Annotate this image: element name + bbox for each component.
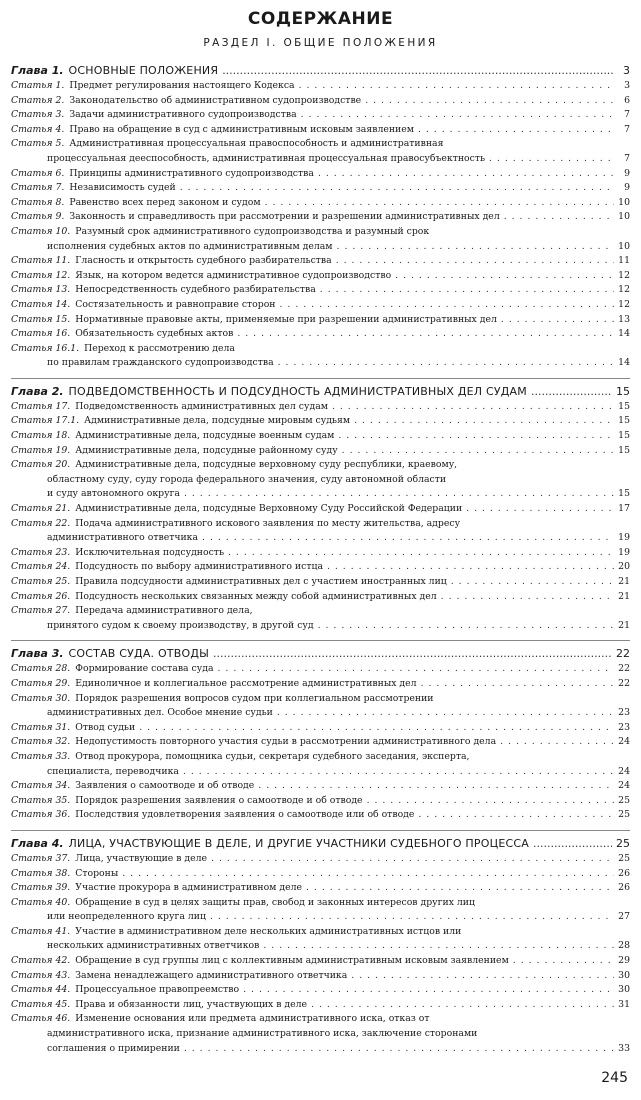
- chapter-title: ПОДВЕДОМСТВЕННОСТЬ И ПОДСУДНОСТЬ АДМИНИСТРАТИВНЫХ ДЕЛ СУДАМ: [68, 384, 527, 398]
- article-label: Статья 38.: [11, 867, 71, 879]
- article-entry[interactable]: [11, 662, 630, 677]
- article-label: Статья 39.: [11, 882, 71, 894]
- article-title: Независимость судей: [69, 182, 176, 194]
- article-title: Недопустимость повторного участия судьи в рассмотрении административного дела: [75, 736, 497, 748]
- article-title: Административные дела, подсудные верховному суду республики, краевому,: [75, 459, 458, 471]
- article-continuation: [11, 765, 630, 780]
- dot-leader: [531, 383, 612, 400]
- article-label: Статья 42.: [11, 955, 71, 967]
- article-page: 24: [618, 736, 630, 748]
- article-title: Подсудность по выбору административного истца: [75, 561, 323, 573]
- article-page: 21: [618, 590, 630, 602]
- article-title: Непосредственность судебного разбирательства: [75, 284, 316, 296]
- article-title: или неопределенного круга лиц: [47, 911, 206, 923]
- article-entry[interactable]: [11, 210, 630, 225]
- article-title: Состязательность и равноправие сторон: [75, 298, 276, 310]
- article-label: Статья 40.: [11, 896, 71, 908]
- article-label: Статья 25.: [11, 576, 71, 587]
- article-label: Статья 17.1.: [11, 415, 80, 427]
- article-page: 14: [618, 328, 630, 340]
- article-title: Исключительная подсудность: [75, 546, 225, 558]
- article-continuation: [11, 619, 630, 634]
- article-entry[interactable]: [11, 225, 630, 240]
- article-page: 9: [624, 167, 630, 179]
- dot-leader: [320, 283, 614, 298]
- article-label: Статья 16.: [11, 328, 71, 340]
- article-continuation: [11, 487, 630, 502]
- article-label: Статья 27.: [11, 605, 71, 617]
- dot-leader: [277, 706, 614, 721]
- article-page: 12: [618, 269, 630, 281]
- chapter-label: Глава 4.: [11, 836, 64, 850]
- article-label: Статья 45.: [11, 998, 71, 1010]
- dot-leader: [327, 560, 614, 575]
- article-title: процессуальная дееспособность, административная процессуальная правосубъектность: [47, 152, 486, 164]
- article-entry[interactable]: [11, 327, 630, 342]
- chapter-block: [11, 62, 630, 371]
- article-label: Статья 23.: [11, 546, 71, 558]
- article-page: 20: [618, 561, 630, 573]
- page-title: СОДЕРЖАНИЕ: [247, 9, 394, 29]
- article-page: 15: [618, 400, 630, 412]
- article-entry[interactable]: [11, 429, 630, 444]
- dot-leader: [342, 444, 614, 459]
- dot-leader: [466, 502, 614, 517]
- article-label: Статья 32.: [11, 736, 71, 748]
- article-page: 28: [618, 940, 630, 952]
- dot-leader: [441, 590, 614, 605]
- article-page: 24: [618, 780, 630, 792]
- dot-leader: [202, 531, 614, 546]
- dot-leader: [280, 298, 614, 313]
- article-page: 10: [618, 196, 630, 208]
- article-label: Статья 5.: [11, 138, 65, 150]
- article-entry[interactable]: [11, 283, 630, 298]
- article-page: 7: [624, 109, 630, 121]
- dot-leader: [418, 123, 614, 138]
- article-continuation: [11, 240, 630, 255]
- dot-leader: [395, 269, 614, 284]
- article-entry[interactable]: [11, 969, 630, 984]
- article-title: Процессуальное правопреемство: [75, 984, 240, 996]
- article-entry[interactable]: [11, 575, 630, 590]
- article-title: Обязательность судебных актов: [75, 328, 234, 340]
- dot-leader: [213, 645, 612, 662]
- article-entry[interactable]: [11, 517, 630, 532]
- article-page: 11: [618, 255, 630, 267]
- article-entry[interactable]: [11, 181, 630, 196]
- dot-leader: [489, 152, 614, 167]
- table-of-contents: [11, 62, 630, 1056]
- article-title: Обращение в суд в целях защиты прав, свобод и законных интересов других лиц: [75, 896, 475, 908]
- dot-leader: [263, 939, 614, 954]
- article-title: Задачи административного судопроизводства: [69, 109, 297, 121]
- article-title: Предмет регулирования настоящего Кодекса: [69, 80, 295, 91]
- article-page: 10: [618, 211, 630, 223]
- article-label: Статья 36.: [11, 809, 71, 821]
- article-title: Подача административного искового заявления по месту жительства, адресу: [75, 517, 461, 529]
- article-entry[interactable]: [11, 254, 630, 269]
- dot-leader: [210, 910, 614, 925]
- article-title: областному суду, суду города федерального значения, суду автономной области: [47, 473, 447, 485]
- article-title: Законодательство об административном судопроизводстве: [69, 94, 362, 106]
- article-title: Подсудность нескольких связанных между собой административных дел: [75, 590, 437, 602]
- dot-leader: [504, 210, 614, 225]
- dot-leader: [243, 983, 614, 998]
- article-entry[interactable]: [11, 954, 630, 969]
- article-label: Статья 28.: [11, 663, 71, 675]
- article-entry[interactable]: [11, 137, 630, 152]
- chapter-label: Глава 2.: [11, 384, 64, 398]
- article-label: Статья 46.: [11, 1013, 71, 1025]
- article-continuation: [11, 910, 630, 925]
- article-title: Административные дела, подсудные районному суду: [75, 444, 338, 456]
- article-title: Заявления о самоотводе и об отводе: [75, 780, 255, 792]
- article-entry[interactable]: [11, 108, 630, 123]
- article-page: 25: [618, 809, 630, 821]
- dot-leader: [180, 181, 614, 196]
- article-entry[interactable]: [11, 779, 630, 794]
- dot-leader: [337, 240, 614, 255]
- chapter-entry[interactable]: [11, 835, 630, 852]
- article-entry[interactable]: [11, 342, 630, 357]
- article-label: Статья 43.: [11, 969, 71, 981]
- article-title: Обращение в суд группы лиц с коллективным административным исковым заявлением: [75, 955, 509, 967]
- dot-leader: [184, 1042, 614, 1057]
- article-page: 25: [618, 794, 630, 806]
- article-label: Статья 2.: [11, 94, 65, 106]
- article-entry[interactable]: [11, 677, 630, 692]
- article-title: нескольких административных ответчиков: [47, 940, 260, 952]
- dot-leader: [228, 546, 614, 561]
- article-title: специалиста, переводчика: [47, 765, 179, 777]
- article-title: Право на обращение в суд с административным исковым заявлением: [69, 123, 414, 135]
- article-label: Статья 14.: [11, 298, 71, 310]
- dot-leader: [218, 662, 615, 677]
- dot-leader: [318, 619, 614, 634]
- article-entry[interactable]: [11, 881, 630, 896]
- article-continuation: [11, 473, 630, 488]
- chapter-page: 3: [623, 64, 630, 77]
- article-entry[interactable]: [11, 79, 630, 94]
- dot-leader: [500, 735, 614, 750]
- article-page: 10: [618, 240, 630, 252]
- section-heading: РАЗДЕЛ I. ОБЩИЕ ПОЛОЖЕНИЯ: [203, 37, 438, 49]
- article-title: Права и обязанности лиц, участвующих в деле: [75, 998, 308, 1010]
- dot-leader: [265, 196, 614, 211]
- dot-leader: [418, 808, 614, 823]
- article-label: Статья 6.: [11, 167, 65, 179]
- dot-leader: [301, 108, 614, 123]
- article-page: 29: [618, 955, 630, 967]
- article-page: 30: [618, 984, 630, 996]
- article-page: 22: [618, 677, 630, 689]
- article-continuation: [11, 706, 630, 721]
- article-label: Статья 10.: [11, 225, 71, 237]
- article-title: исполнения судебных актов по административным делам: [47, 240, 333, 252]
- article-title: Административные дела, подсудные военным судам: [75, 430, 335, 442]
- article-label: Статья 33.: [11, 750, 71, 762]
- dot-leader: [501, 313, 614, 328]
- article-page: 30: [618, 969, 630, 981]
- article-entry[interactable]: [11, 794, 630, 809]
- article-page: 6: [624, 94, 630, 106]
- article-title: Участие прокурора в административном деле: [75, 882, 302, 894]
- dot-leader: [318, 167, 614, 182]
- article-page: 7: [624, 123, 630, 135]
- chapter-label: Глава 1.: [11, 64, 64, 77]
- article-page: 14: [618, 357, 630, 369]
- article-label: Статья 29.: [11, 677, 71, 689]
- article-title: Нормативные правовые акты, применяемые при разрешении административных дел: [75, 313, 497, 325]
- toc-page: [11, 0, 630, 1063]
- article-title: административного ответчика: [47, 532, 199, 544]
- dot-leader: [237, 327, 614, 342]
- chapter-block: [11, 378, 630, 634]
- dot-leader: [365, 94, 614, 109]
- article-page: 12: [618, 298, 630, 310]
- article-page: 23: [618, 721, 630, 733]
- article-page: 33: [618, 1042, 630, 1054]
- chapter-title: СОСТАВ СУДА. ОТВОДЫ: [68, 647, 210, 661]
- article-label: Статья 34.: [11, 780, 71, 792]
- article-continuation: [11, 531, 630, 546]
- chapter-entry[interactable]: [11, 383, 630, 400]
- dot-leader: [421, 677, 614, 692]
- chapter-entry[interactable]: [11, 645, 630, 662]
- article-title: Последствия удовлетворения заявления о самоотводе или об отводе: [75, 809, 415, 821]
- article-label: Статья 30.: [11, 692, 71, 704]
- article-page: 15: [618, 430, 630, 442]
- article-label: Статья 17.: [11, 400, 71, 412]
- article-label: Статья 35.: [11, 794, 71, 806]
- article-page: 15: [618, 488, 630, 500]
- article-title: Переход к рассмотрению дела: [84, 342, 235, 354]
- article-title: соглашения о примирении: [47, 1042, 180, 1054]
- article-page: 12: [618, 284, 630, 296]
- article-label: Статья 7.: [11, 182, 65, 194]
- article-entry[interactable]: [11, 313, 630, 328]
- article-title: Равенство всех перед законом и судом: [69, 196, 261, 208]
- article-title: Гласность и открытость судебного разбирательства: [75, 255, 332, 267]
- dot-leader: [533, 835, 612, 852]
- article-continuation: [11, 152, 630, 167]
- dot-leader: [336, 254, 614, 269]
- dot-leader: [354, 414, 614, 429]
- dot-leader: [139, 721, 614, 736]
- article-page: 25: [618, 852, 630, 864]
- article-title: административного иска, признание административного иска, заключение сторонами: [47, 1028, 478, 1040]
- article-continuation: [11, 356, 630, 371]
- article-title: Участие в административном деле нескольких административных истцов или: [75, 925, 462, 937]
- chapter-label: Глава 3.: [11, 647, 64, 661]
- article-entry[interactable]: [11, 852, 630, 867]
- article-page: 19: [618, 546, 630, 558]
- article-entry[interactable]: [11, 444, 630, 459]
- dot-leader: [311, 998, 614, 1013]
- article-title: Язык, на котором ведется административное судопроизводство: [75, 269, 392, 281]
- article-page: 31: [618, 998, 630, 1010]
- article-title: Изменение основания или предмета административного иска, отказ от: [75, 1013, 430, 1025]
- dot-leader: [211, 852, 614, 867]
- article-title: и суду автономного округа: [47, 488, 180, 500]
- article-title: Порядок разрешения вопросов судом при коллегиальном рассмотрении: [75, 692, 434, 704]
- article-label: Статья 18.: [11, 430, 71, 442]
- article-title: Передача административного дела,: [75, 605, 253, 617]
- article-entry[interactable]: [11, 196, 630, 211]
- article-label: Статья 13.: [11, 284, 71, 296]
- article-title: Принципы административного судопроизводства: [69, 167, 314, 179]
- article-page: 3: [624, 80, 630, 91]
- article-title: Административные дела, подсудные Верховному Суду Российской Федерации: [75, 503, 463, 515]
- chapter-block: [11, 640, 630, 823]
- dot-leader: [184, 487, 614, 502]
- dot-leader: [183, 765, 614, 780]
- article-label: Статья 31.: [11, 721, 71, 733]
- article-label: Статья 20.: [11, 459, 71, 471]
- article-entry[interactable]: [11, 867, 630, 882]
- article-label: Статья 26.: [11, 590, 71, 602]
- article-entry[interactable]: [11, 502, 630, 517]
- article-entry[interactable]: [11, 721, 630, 736]
- article-entry[interactable]: [11, 896, 630, 911]
- article-entry[interactable]: [11, 167, 630, 182]
- article-entry[interactable]: [11, 546, 630, 561]
- article-page: 23: [618, 707, 630, 719]
- article-page: 15: [618, 415, 630, 427]
- article-label: Статья 3.: [11, 109, 65, 121]
- dot-leader: [306, 881, 614, 896]
- chapter-entry[interactable]: [11, 62, 630, 79]
- article-title: Правила подсудности административных дел с участием иностранных лиц: [75, 576, 447, 587]
- article-continuation: [11, 1027, 630, 1042]
- article-label: Статья 15.: [11, 313, 71, 325]
- article-page: 21: [618, 576, 630, 587]
- article-label: Статья 41.: [11, 925, 71, 937]
- chapter-page: 22: [616, 647, 630, 661]
- dot-leader: [122, 867, 614, 882]
- article-entry[interactable]: [11, 269, 630, 284]
- article-page: 26: [618, 867, 630, 879]
- article-title: Стороны: [75, 867, 119, 879]
- article-entry[interactable]: [11, 998, 630, 1013]
- article-title: принятого судом к своему производству, в другой суд: [47, 619, 314, 631]
- article-page: 21: [618, 619, 630, 631]
- article-entry[interactable]: [11, 560, 630, 575]
- article-title: административных дел. Особое мнение судьи: [47, 707, 273, 719]
- article-title: Формирование состава суда: [75, 663, 214, 675]
- article-entry[interactable]: [11, 925, 630, 940]
- article-entry[interactable]: [11, 94, 630, 109]
- article-entry[interactable]: [11, 1012, 630, 1027]
- article-page: 24: [618, 765, 630, 777]
- dot-leader: [338, 429, 614, 444]
- article-title: Лица, участвующие в деле: [75, 852, 208, 864]
- article-page: 15: [618, 444, 630, 456]
- article-title: Административные дела, подсудные мировым судьям: [84, 415, 351, 427]
- article-entry[interactable]: [11, 414, 630, 429]
- article-page: 17: [618, 503, 630, 515]
- article-label: Статья 4.: [11, 123, 65, 135]
- article-label: Статья 1.: [11, 80, 65, 91]
- article-page: 26: [618, 882, 630, 894]
- article-title: Административная процессуальная правоспособность и административная: [69, 138, 444, 150]
- chapter-page: 25: [616, 836, 630, 850]
- article-title: Отвод прокурора, помощника судьи, секретаря судебного заседания, эксперта,: [75, 750, 470, 762]
- dot-leader: [351, 969, 614, 984]
- article-page: 7: [624, 152, 630, 164]
- article-page: 22: [618, 663, 630, 675]
- article-title: Единоличное и коллегиальное рассмотрение административных дел: [75, 677, 417, 689]
- dot-leader: [258, 779, 614, 794]
- dot-leader: [367, 794, 614, 809]
- dot-leader: [513, 954, 614, 969]
- article-label: Статья 8.: [11, 196, 65, 208]
- article-entry[interactable]: [11, 983, 630, 998]
- dot-leader: [278, 356, 614, 371]
- article-page: 27: [618, 911, 630, 923]
- article-entry[interactable]: [11, 400, 630, 415]
- article-label: Статья 16.1.: [11, 342, 80, 354]
- article-entry[interactable]: [11, 808, 630, 823]
- article-title: Отвод судьи: [75, 721, 136, 733]
- article-entry[interactable]: [11, 123, 630, 138]
- article-title: по правилам гражданского судопроизводства: [47, 357, 274, 369]
- article-entry[interactable]: [11, 458, 630, 473]
- article-entry[interactable]: [11, 590, 630, 605]
- article-label: Статья 21.: [11, 503, 71, 515]
- article-entry[interactable]: [11, 604, 630, 619]
- article-entry[interactable]: [11, 298, 630, 313]
- article-label: Статья 11.: [11, 255, 71, 267]
- article-title: Разумный срок административного судопроизводства и разумный срок: [75, 225, 430, 237]
- article-continuation: [11, 939, 630, 954]
- article-label: Статья 37.: [11, 852, 71, 864]
- dot-leader: [299, 79, 614, 94]
- article-page: 19: [618, 532, 630, 544]
- chapter-block: [11, 830, 630, 1056]
- article-title: Порядок разрешения заявления о самоотводе и об отводе: [75, 794, 363, 806]
- page-number: 245: [601, 1070, 628, 1086]
- article-title: Законность и справедливость при рассмотрении и разрешении административных дел: [69, 211, 500, 223]
- article-continuation: [11, 1042, 630, 1057]
- article-label: Статья 19.: [11, 444, 71, 456]
- article-page: 9: [624, 182, 630, 194]
- chapter-title: ЛИЦА, УЧАСТВУЮЩИЕ В ДЕЛЕ, И ДРУГИЕ УЧАСТНИКИ СУДЕБНОГО ПРОЦЕССА: [68, 836, 529, 850]
- dot-leader: [332, 400, 614, 415]
- article-entry[interactable]: [11, 692, 630, 707]
- chapter-title: ОСНОВНЫЕ ПОЛОЖЕНИЯ: [68, 64, 219, 77]
- article-label: Статья 22.: [11, 517, 71, 529]
- chapter-page: 15: [616, 384, 630, 398]
- article-entry[interactable]: [11, 735, 630, 750]
- article-label: Статья 24.: [11, 561, 71, 573]
- article-entry[interactable]: [11, 750, 630, 765]
- article-title: Замена ненадлежащего административного ответчика: [75, 969, 348, 981]
- article-label: Статья 9.: [11, 211, 65, 223]
- article-page: 13: [618, 313, 630, 325]
- dot-leader: [222, 62, 614, 79]
- article-label: Статья 12.: [11, 269, 71, 281]
- article-label: Статья 44.: [11, 984, 71, 996]
- article-title: Подведомственность административных дел судам: [75, 400, 328, 412]
- dot-leader: [451, 575, 614, 590]
